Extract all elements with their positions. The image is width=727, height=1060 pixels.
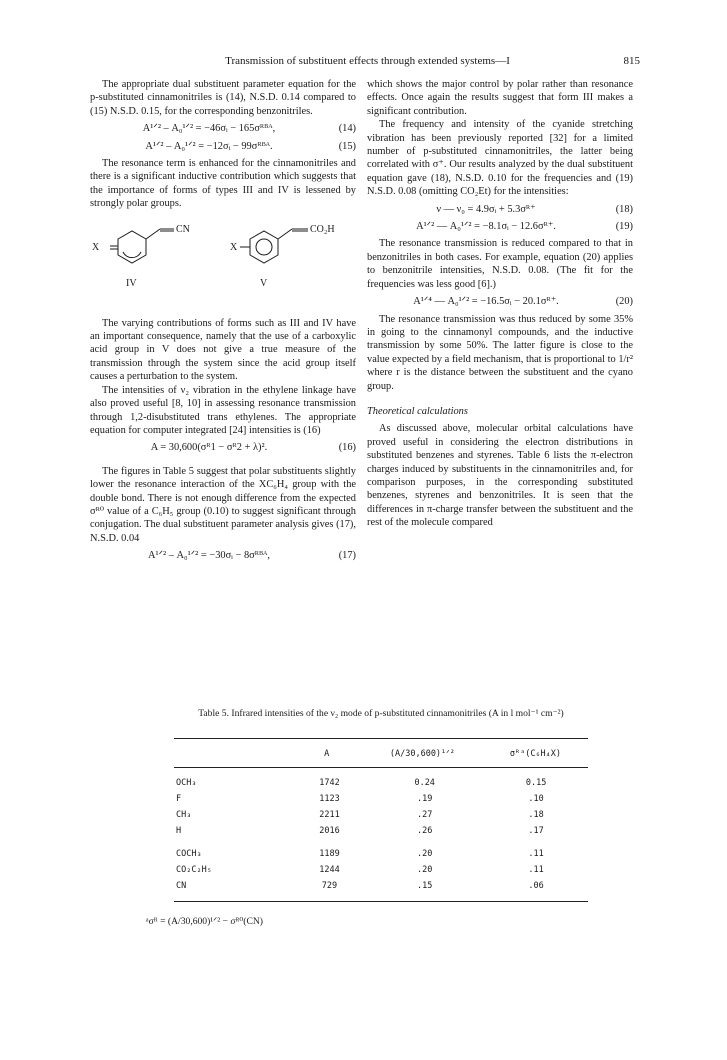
equation-number: (15) (338, 140, 356, 152)
cell: 729 (321, 881, 338, 891)
cell: CN (176, 881, 187, 891)
cell: F (176, 794, 182, 804)
table-row (174, 768, 588, 791)
equation-19 (367, 220, 633, 233)
table-row (174, 839, 588, 862)
section-heading: Theoretical calculations (367, 405, 468, 417)
cell: CO₂C₂H₅ (176, 865, 212, 875)
cell: .19 (417, 794, 433, 804)
cell: 1742 (319, 778, 340, 788)
paragraph: The resonance transmission was thus reduced by some 35% in going to the cinnamonyl compounds, and the inductive transmission by some 50%. The latter figure is close to the value expected by a field mechanism, that is proportional to 1/r² where r is the distance between the substituent and the cyano group. (367, 313, 633, 392)
table-row (174, 823, 588, 839)
cell: 1189 (319, 849, 340, 859)
equation-18 (367, 203, 633, 216)
equation-14 (90, 122, 356, 135)
table-header-row (174, 739, 588, 767)
benzene-ring-iv (118, 231, 146, 263)
cell: .10 (528, 794, 544, 804)
header-cell: σᴿᵃ(C₆H₄X) (509, 749, 562, 759)
vinyl-bond-v (278, 229, 292, 239)
cell: .11 (528, 849, 544, 859)
paragraph: The frequency and intensity of the cyanide stretching vibration has been previously reported [32] for a limited number of p-substituted cinnamonitriles, the latter being correlated with σ⁺. Our results analyzed by the dual substituent equation gave (18), N.S.D. 0.10 for the frequencies and (19) N.S.D. 0.08 (omitting CO₂Et) for the intensities: (367, 119, 633, 198)
structure-iv-label: IV (126, 277, 137, 289)
left-column (90, 78, 356, 567)
paragraph: The intensities of ν₂ vibration in the ethylene linkage have also proved useful [8, 10] in assessing resonance transmission through 1,2-disubstituted trans ethylenes. The appropriate equation for computer integrated [24] intensities is (16) (90, 384, 356, 436)
cell: .20 (417, 849, 433, 859)
equation-expr: A¹ᐟ⁴ — A₀¹ᐟ² = −16.5σᵢ − 20.1σᴿ⁺. (413, 296, 559, 308)
header-cell (174, 739, 291, 767)
vinyl-bond (146, 229, 160, 239)
paragraph: The resonance transmission is reduced compared to that in benzonitriles in both cases. For example, equation (20) applies to benzonitrile intensities, N.S.D. 0.08. (The fit for the frequencies was less good [6].) (367, 238, 633, 290)
cell: CH₃ (176, 810, 192, 820)
equation-15 (90, 140, 356, 153)
running-title: Transmission of substituent effects through extended systems—I (225, 55, 510, 67)
table-bottom-rule (174, 901, 588, 902)
structure-iv-group: CN (176, 223, 190, 235)
cell: 0.24 (414, 778, 435, 788)
paragraph: As discussed above, molecular orbital calculations have proved useful in considering the electron distributions in substituted benzenes and styrenes. Table 6 lists the π-electron charges induced by substituents in the cinnamonitriles and, for comparison purposes, in the corresponding substituted benzenes, styrenes and benzonitriles. It is seen that the differences in π-charge transfer between the substituent and the rest of the molecule compared (367, 423, 633, 529)
equation-17 (90, 549, 356, 562)
structure-iv-substituent: X (92, 241, 100, 253)
aromatic-circle (256, 239, 272, 255)
paragraph: The appropriate dual substituent parameter equation for the p-substituted cinnamonitriles is (14), N.S.D. 0.14 compared to (15) N.S.D. 0.15, for the corresponding benzonitriles. (90, 79, 356, 117)
table-row (174, 878, 588, 901)
page-number: 815 (623, 55, 640, 67)
cell: .20 (417, 865, 433, 875)
page-header (95, 55, 640, 67)
paragraph: The resonance term is enhanced for the cinnamonitriles and there is a significant inductive contribution which suggests that the importance of forms of types III and IV is lessened by strongly polar groups. (90, 158, 356, 210)
equation-number: (20) (615, 296, 633, 308)
structure-v-label: V (260, 277, 268, 289)
benzene-ring-v (250, 231, 278, 263)
equation-number: (19) (615, 221, 633, 233)
table-5 (146, 708, 616, 927)
table-row (174, 807, 588, 823)
table-caption: Table 5. Infrared intensities of the ν₂ mode of p-substituted cinnamonitriles (A in l mol⁻¹ cm⁻²) (198, 708, 564, 719)
equation-number: (14) (338, 123, 356, 135)
right-column (367, 78, 633, 530)
equation-number: (17) (338, 550, 356, 562)
data-table-body (174, 768, 588, 901)
cell: .26 (417, 826, 433, 836)
structure-v-skeleton (240, 229, 308, 263)
cell: .11 (528, 865, 544, 875)
cell: COCH₃ (176, 849, 202, 859)
ring-quinoid-mark (123, 252, 141, 258)
cell: 1244 (319, 865, 340, 875)
cell: 2016 (319, 826, 340, 836)
equation-20 (367, 295, 633, 308)
equation-expr: A¹ᐟ² – A₀¹ᐟ² = −12σᵢ − 99σᴿᴮᴬ. (145, 140, 273, 152)
chemical-structures (90, 215, 356, 313)
table-footnote: ᵃσᴿ = (A/30,600)¹ᐟ² − σᴿ⁰(CN) (146, 916, 263, 927)
header-cell: (A/30,600)¹ᐟ² (389, 749, 455, 759)
cell: .27 (417, 810, 433, 820)
equation-number: (16) (338, 442, 356, 454)
cell: .18 (528, 810, 544, 820)
data-table (174, 739, 588, 767)
table-row (174, 791, 588, 807)
cell: .06 (528, 881, 544, 891)
equation-expr: A¹ᐟ² – A₀¹ᐟ² = −30σᵢ − 8σᴿᴮᴬ, (148, 550, 270, 562)
cell: 1123 (319, 794, 340, 804)
equation-expr: A = 30,600(σᴿ1 − σᴿ2 + λ)². (150, 442, 268, 454)
cell: .17 (528, 826, 544, 836)
header-cell: A (324, 749, 330, 759)
cell: .15 (417, 881, 433, 891)
equation-16 (90, 441, 356, 454)
equation-number: (18) (615, 203, 633, 215)
paragraph: which shows the major control by polar rather than resonance effects. Once again the results suggest that form III makes a significant contribution. (367, 79, 633, 117)
equation-expr: A¹ᐟ² – A₀¹ᐟ² = −46σᵢ − 165σᴿᴮᴬ, (142, 123, 276, 135)
table-row (174, 862, 588, 878)
cell: 0.15 (525, 778, 547, 788)
equation-expr: ν — ν₀ = 4.9σᵢ + 5.3σᴿ⁺ (436, 203, 536, 215)
cell: 2211 (319, 810, 340, 820)
cell: H (176, 826, 182, 836)
cell: OCH₃ (176, 778, 197, 788)
paragraph: The figures in Table 5 suggest that polar substituents slightly lower the resonance interaction of the XC₆H₄ group with the double bond. There is not enough difference from the expected σᴿ⁰ value of a C₆H₅ group (0.10) to suggest significant through conjugation. The dual substituent parameter analysis gives (17), N.S.D. 0.04 (90, 465, 356, 544)
structure-v-group: CO₂H (310, 223, 335, 235)
structure-iv-skeleton (110, 229, 174, 263)
equation-expr: A¹ᐟ² — A₀¹ᐟ² = −8.1σᵢ − 12.6σᴿ⁺. (416, 221, 556, 233)
paragraph: The varying contributions of forms such as III and IV have an important consequence, namely that the use of a carboxylic acid group in V does not give a true measure of the transmission through the system since the acid group itself causes a perturbation to the system. (90, 317, 356, 383)
structure-v-substituent: X (230, 241, 238, 253)
